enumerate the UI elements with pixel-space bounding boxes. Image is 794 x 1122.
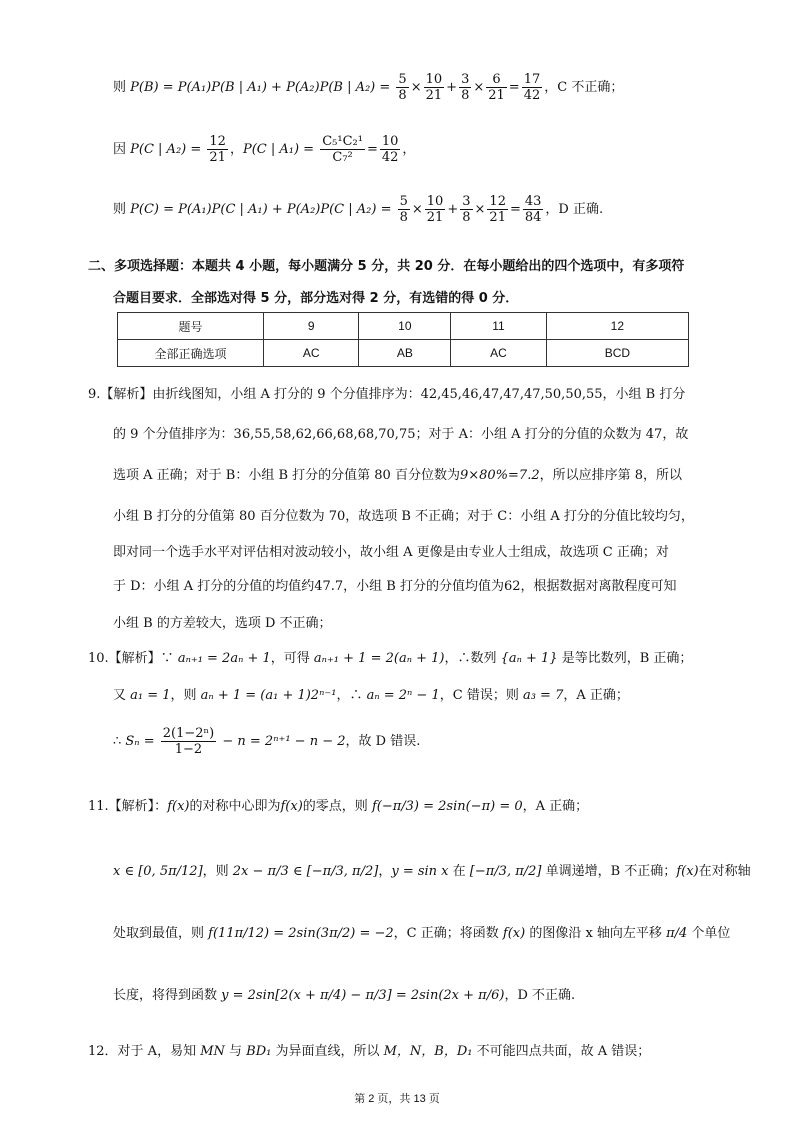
fraction: $\frac{\text{2(1−2ⁿ)}}{1-2}$ (162, 726, 215, 757)
fraction: $\frac{3}{8}$ (461, 72, 470, 103)
q9-line: 的 9 个分值排序为：36,55,58,62,66,68,68,70,75；对于 A：小组 A 打分的分值的众数为 47，故 (113, 427, 689, 442)
table-cell: AC (264, 340, 359, 367)
table-cell: 10 (359, 313, 451, 340)
table-cell: AC (451, 340, 546, 367)
table-cell: BCD (546, 340, 688, 367)
fraction: $\frac{5}{8}$ (399, 194, 408, 225)
fraction: $\frac{43}{84}$ (524, 194, 542, 225)
table-cell: AB (359, 340, 451, 367)
formula-line-pc-given: 因 P(C | A₂) = $\frac{12}{21}$ ，P(C | A₁) = $\frac{\text{C₅¹C₂¹}}{\text{C₇²}}$ = $\frac{10}{42}$ ， (113, 134, 416, 165)
fraction: $\frac{12}{21}$ (209, 134, 226, 165)
q9-line: 于 D：小组 A 打分的分值的均值约47.7，小组 B 打分的分值均值为62，根据数据对离散程度可知 (113, 579, 677, 594)
page-footer: 第 2 页，共 13 页 (354, 1093, 440, 1105)
fraction: $\frac{12}{21}$ (489, 194, 506, 225)
q10-line: 10.【解析】∵ aₙ₊₁ = 2aₙ + 1，可得 aₙ₊₁ + 1 = 2(aₙ + 1)，∴数列 {aₙ + 1} 是等比数列，B 正确； (88, 651, 693, 666)
table-cell: 全部正确选项 (118, 340, 264, 367)
section-heading-cont: 合题目要求．全部选对得 5 分，部分选对得 2 分，有选错的得 0 分． (113, 291, 519, 306)
section-heading: 二、多项选择题：本题共 4 小题，每小题满分 5 分，共 20 分．在每小题给出的四个选项中，有多项符 (88, 259, 685, 274)
q11-line: 11.【解析】：f(x)的对称中心即为f(x)的零点，则 f(−π/3) = 2sin(−π) = 0，A 正确； (88, 799, 589, 814)
q9-line: 9.【解析】由折线图知，小组 A 打分的 9 个分值排序为：42,45,46,47,47,47,50,50,55，小组 B 打分 (88, 387, 686, 402)
q10-line: 又 a₁ = 1，则 aₙ + 1 = (a₁ + 1)2ⁿ⁻¹，∴ aₙ = 2ⁿ − 1，C 错误；则 a₃ = 7，A 正确； (113, 688, 629, 703)
q11-line: 长度，将得到函数 y = 2sin[2(x + π/4) − π/3] = 2sin(2x + π/6)，D 不正确. (113, 988, 576, 1003)
q12-line: 12．对于 A，易知 MN 与 BD₁ 为异面直线，所以 M，N，B，D₁ 不可能四点共面，故 A 错误； (88, 1044, 651, 1059)
q9-line: 小组 B 打分的分值第 80 百分位数为 70，故选项 B 不正确；对于 C：小组 A 打分的分值比较均匀， (113, 509, 694, 524)
fraction: $\frac{10}{42}$ (381, 134, 399, 165)
q11-line: x ∈ [0, 5π/12]，则 2x − π/3 ∈ [−π/3, π/2]，y = sin x 在 [−π/3, π/2] 单调递增，B 不正确；f(x)在对称轴 (113, 864, 751, 879)
formula-line-pc: 则 P(C) = P(A₁)P(C | A₁) + P(A₂)P(C | A₂) = $\frac{5}{8}$ × $\frac{10}{21}$ + $\frac{3}{8}$ × $\frac{12}{21}$ = $\frac{43}{84}$ ，D 正确. (113, 194, 604, 225)
q9-line: 小组 B 的方差较大，选项 D 不正确； (113, 616, 332, 631)
answer-table (117, 312, 689, 367)
q10-line: ∴ Sₙ = $\frac{\text{2(1−2ⁿ)}}{1-2}$ − n = 2ⁿ⁺¹ − n − 2，故 D 错误. (113, 726, 421, 757)
q9-line: 即对同一个选手水平对评估相对波动较小，故小组 A 更像是由专业人士组成，故选项 C 正确；对 (113, 545, 669, 560)
fraction: $\frac{3}{8}$ (462, 194, 471, 225)
table-row (118, 340, 689, 367)
table-cell: 12 (546, 313, 688, 340)
q9-line: 选项 A 正确；对于 B：小组 B 打分的分值第 80 百分位数为9×80%=7.2，所以应排序第 8，所以 (113, 468, 682, 483)
fraction: $\frac{5}{8}$ (398, 72, 407, 103)
fraction: $\frac{10}{21}$ (425, 72, 443, 103)
q11-line: 处取到最值，则 f(11π/12) = 2sin(3π/2) = −2，C 正确；将函数 f(x) 的图像沿 x 轴向左平移 π/4 个单位 (113, 926, 731, 941)
fraction: $\frac{17}{42}$ (523, 72, 541, 103)
table-row (118, 313, 689, 340)
fraction: $\frac{\text{C₅¹C₂¹}}{\text{C₇²}}$ (322, 134, 363, 165)
table-cell: 9 (264, 313, 359, 340)
fraction: $\frac{10}{21}$ (426, 194, 444, 225)
fraction: $\frac{6}{21}$ (488, 72, 505, 103)
formula-line-pb: 则 P(B) = P(A₁)P(B | A₁) + P(A₂)P(B | A₂) = $\frac{5}{8}$ × $\frac{10}{21}$ + $\frac{3}{8}$ × $\frac{6}{21}$ = $\frac{17}{42}$ ，C 不正确； (113, 72, 624, 103)
table-cell: 11 (451, 313, 546, 340)
table-cell: 题号 (118, 313, 264, 340)
